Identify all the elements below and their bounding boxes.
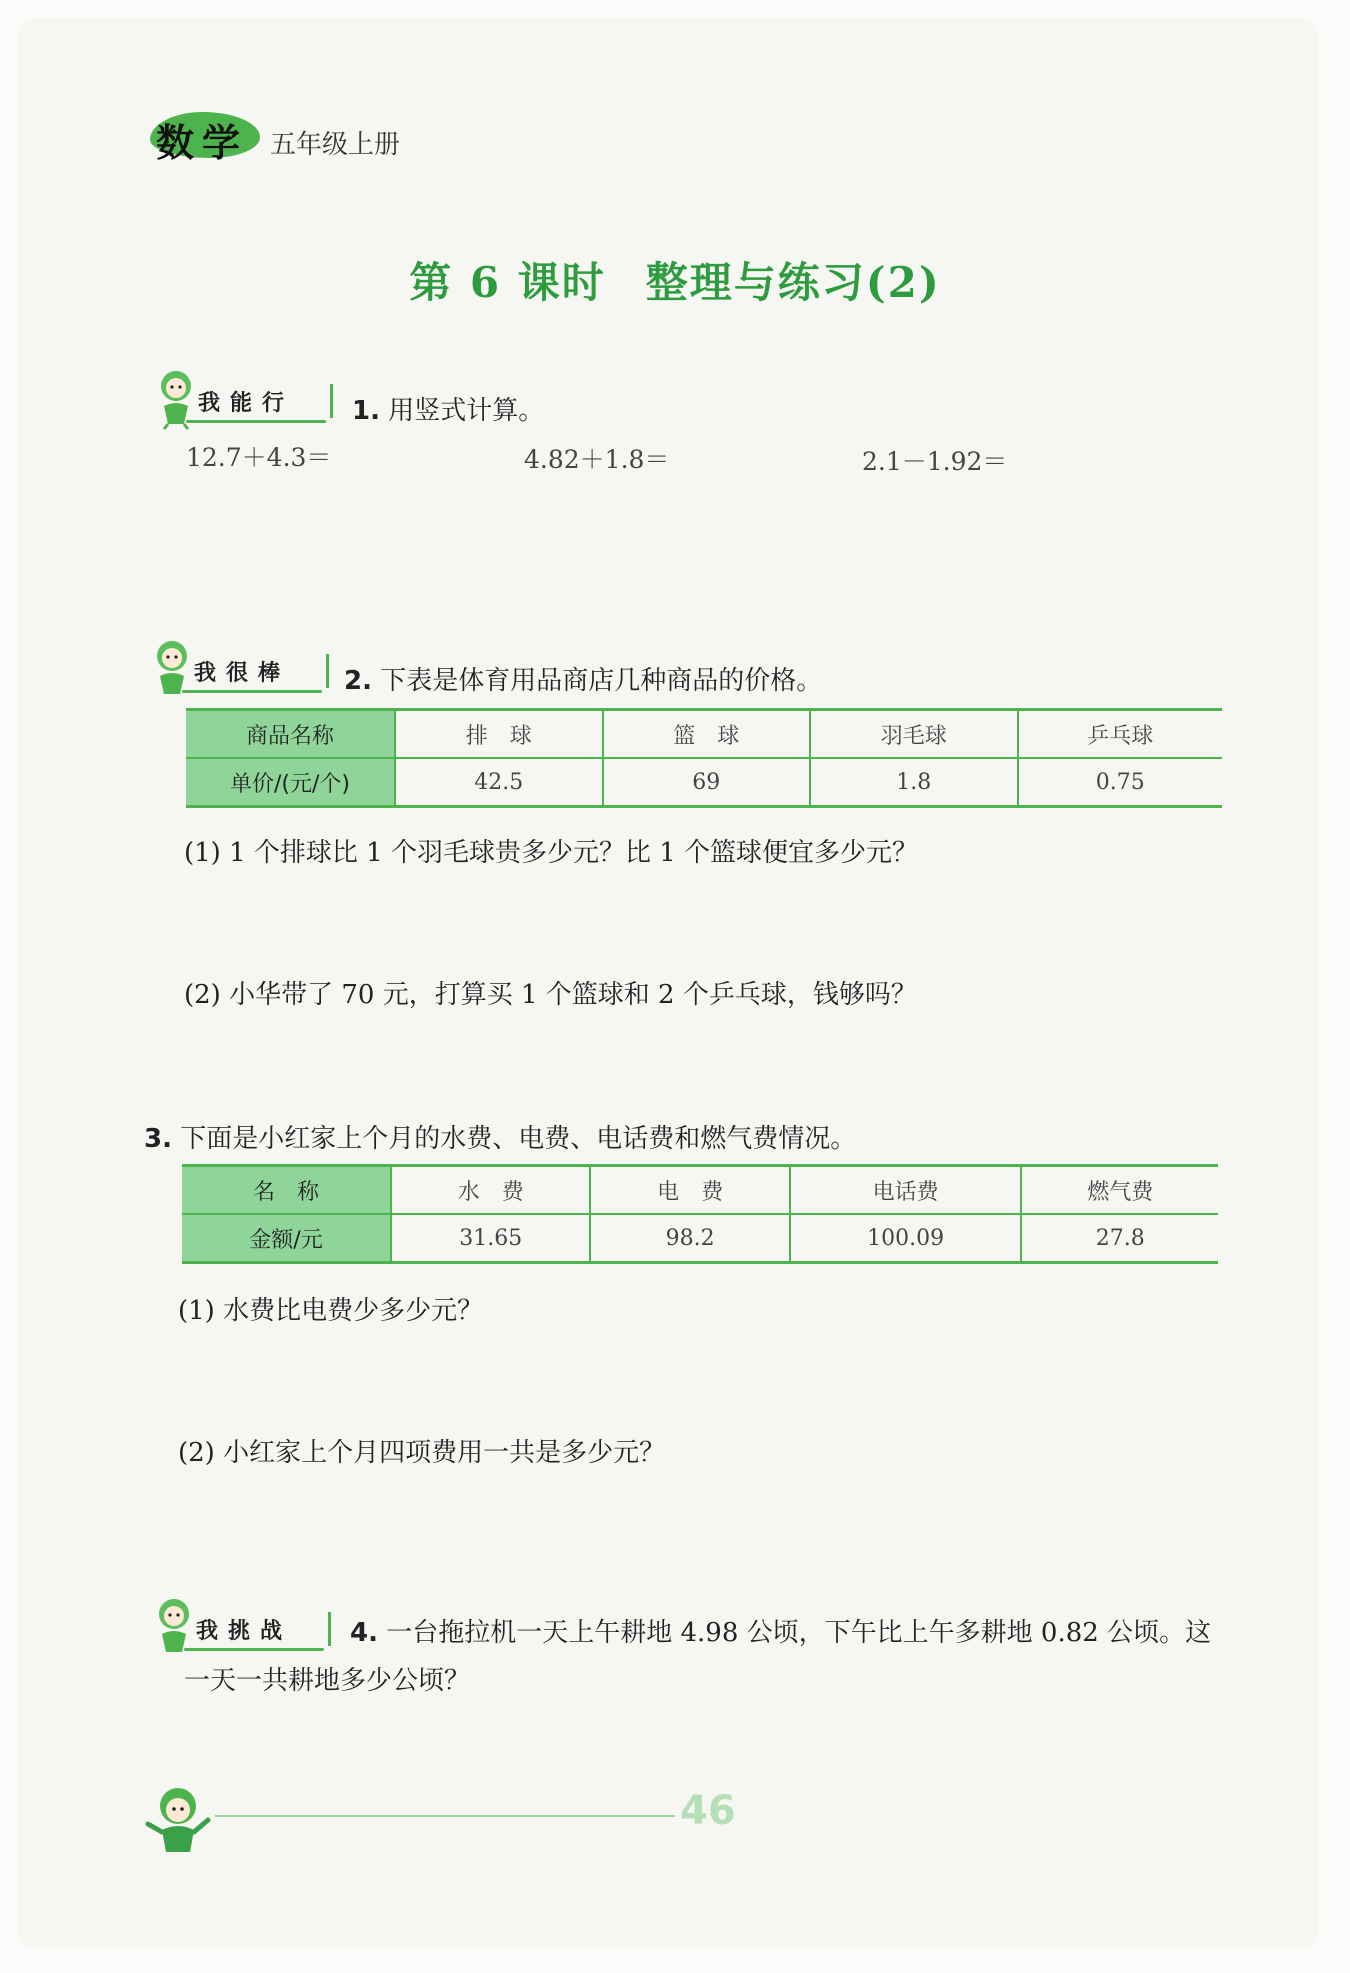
badge-label: 我很棒 [194,661,291,686]
sub-question-2-2: (2) 小华带了 70 元，打算买 1 个篮球和 2 个乒乓球，钱够吗？ [184,980,917,1010]
badge-divider [330,384,333,418]
question-3 [144,1118,856,1155]
expression-1: 12.7＋4.3＝ [186,443,332,472]
table-cell: 乒乓球 [1018,710,1223,759]
badge-label: 我挑战 [196,1619,293,1644]
sub-question-3-1: (1) 水费比电费少多少元？ [178,1296,484,1326]
subject-title: 数学 [156,121,249,165]
page-number: 46 [680,1788,736,1834]
badge-underline [186,420,326,423]
table-header-cell: 商品名称 [186,710,395,759]
badge-wo-neng-xing [150,380,340,436]
question-1 [352,390,544,427]
lesson-title [0,250,1350,310]
table-cell: 1.8 [810,758,1018,807]
question-text: 下面是小红家上个月的水费、电费、电话费和燃气费情况。 [180,1124,857,1154]
table-cell: 水 费 [391,1166,590,1215]
lesson-topic: 整理与练习(2) [645,258,941,307]
table-cell: 燃气费 [1021,1166,1218,1215]
badge-underline [182,690,322,693]
table-cell: 98.2 [590,1214,789,1263]
question-number: 2. [344,666,372,696]
badge-wo-tiao-zhan [148,1608,338,1664]
table-cell: 排 球 [395,710,603,759]
table-row [186,758,1222,807]
table-row [182,1166,1218,1215]
question-number: 4. [350,1618,378,1648]
question-4 [350,1612,1211,1649]
table-cell: 篮 球 [603,710,811,759]
table-row [182,1214,1218,1263]
footer-mascot-icon [140,1780,216,1860]
table-cell: 羽毛球 [810,710,1018,759]
table-cell: 27.8 [1021,1214,1218,1263]
table-cell: 电 费 [590,1166,789,1215]
badge-label: 我能行 [198,391,295,416]
table-header-cell: 单价/(元/个) [186,758,395,807]
table-cell: 42.5 [395,758,603,807]
grade-label: 五年级上册 [270,130,401,160]
badge-underline [184,1648,324,1651]
question-text-line2: 一天一共耕地多少公顷？ [184,1666,471,1696]
question-2 [344,660,822,697]
price-table [186,708,1222,808]
question-text-line1: 一台拖拉机一天上午耕地 4.98 公顷，下午比上午多耕地 0.82 公顷。这 [386,1618,1212,1648]
badge-wo-hen-bang [146,650,336,706]
question-text: 下表是体育用品商店几种商品的价格。 [380,666,823,696]
table-cell: 0.75 [1018,758,1223,807]
badge-divider [326,654,329,688]
fee-table [182,1164,1218,1264]
lesson-number: 第 6 课时 [409,258,606,307]
expression-3: 2.1－1.92＝ [862,447,1008,476]
table-cell: 31.65 [391,1214,590,1263]
table-header-cell: 金额/元 [182,1214,391,1263]
table-cell: 电话费 [790,1166,1022,1215]
question-number: 1. [352,396,380,426]
sub-question-2-1: (1) 1 个排球比 1 个羽毛球贵多少元？比 1 个篮球便宜多少元？ [184,838,919,868]
question-number: 3. [144,1124,172,1154]
expression-2: 4.82＋1.8＝ [524,445,670,474]
table-cell: 100.09 [790,1214,1022,1263]
table-row [186,710,1222,759]
table-cell: 69 [603,758,811,807]
question-text: 用竖式计算。 [388,396,545,426]
sub-question-3-2: (2) 小红家上个月四项费用一共是多少元？ [178,1438,666,1468]
table-header-cell: 名 称 [182,1166,391,1215]
badge-divider [328,1612,331,1646]
footer-line [215,1815,675,1817]
